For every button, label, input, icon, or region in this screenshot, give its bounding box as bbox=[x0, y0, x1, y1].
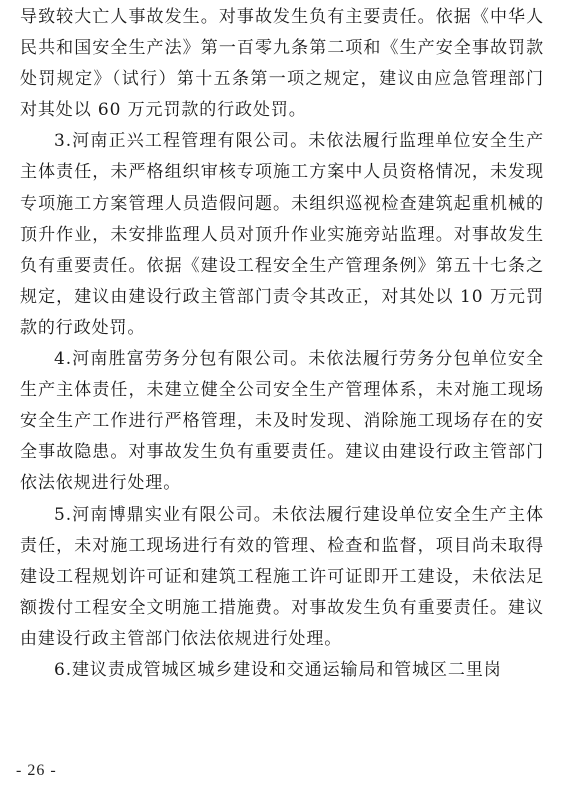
document-body bbox=[20, 2, 544, 686]
paragraph-4: 5.河南博鼎实业有限公司。未依法履行建设单位安全生产主体责任，未对施工现场进行有效的管理、检查和监督，项目尚未取得建设工程规划许可证和建筑工程施工许可证即开工建设，未依法足额拨付工程安全文明施工措施费。对事故发生负有重要责任。建议由建设行政主管部门依法依规进行处理。 bbox=[20, 504, 544, 649]
paragraph-3: 4.河南胜富劳务分包有限公司。未依法履行劳务分包单位安全生产主体责任，未建立健全公司安全生产管理体系，未对施工现场安全生产工作进行严格管理，未及时发现、消除施工现场存在的安全事故隐患。对事故发生负有重要责任。建议由建设行政主管部门依法依规进行处理。 bbox=[20, 349, 544, 494]
page-number: - 26 - bbox=[16, 762, 57, 779]
paragraph-5: 6.建议责成管城区城乡建设和交通运输局和管城区二里岗 bbox=[54, 659, 502, 680]
paragraph-1: 导致较大亡人事故发生。对事故发生负有主要责任。依据《中华人民共和国安全生产法》第一百零九条第二项和《生产安全事故罚款处罚规定》（试行）第十五条第一项之规定，建议由应急管理部门对其处以 60 万元罚款的行政处罚。 bbox=[20, 7, 544, 121]
paragraph-2: 3.河南正兴工程管理有限公司。未依法履行监理单位安全生产主体责任，未严格组织审核专项施工方案中人员资格情况，未发现专项施工方案管理人员造假问题。未组织巡视检查建筑起重机械的顶升作业，未安排监理人员对顶升作业实施旁站监理。对事故发生负有重要责任。依据《建设工程安全生产管理条例》第五十七条之规定，建议由建设行政主管部门责令其改正，对其处以 10 万元罚款的行政处罚。 bbox=[20, 131, 544, 338]
